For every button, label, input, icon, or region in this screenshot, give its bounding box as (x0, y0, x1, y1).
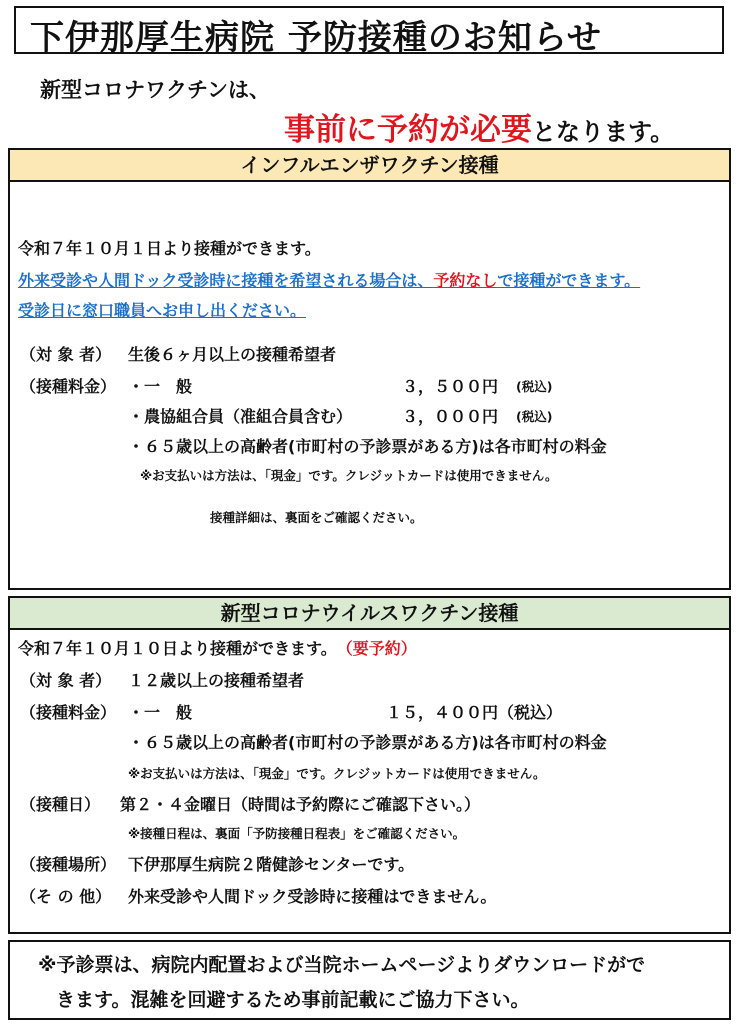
covid-fee-label: （接種料金） (20, 703, 117, 722)
covid-date-value: 第２・４金曜日（時間は予約際にご確認下さい。） (120, 795, 481, 814)
footer-line2: きます。混雑を回避するため事前記載にご協力下さい。 (56, 989, 530, 1011)
covid-reservation: （要予約） (344, 639, 417, 658)
intro-line1: 新型コロナワクチンは、 (40, 78, 270, 102)
covid-place-label: （接種場所） (20, 855, 117, 874)
covid-start-line (18, 636, 417, 659)
intro-line2 (284, 104, 674, 149)
flu-fee-label: （接種料金） (20, 377, 117, 396)
intro-emphasis: 事前に予約が必要 (284, 112, 532, 148)
flu-target-value: 生後６ヶ月以上の接種希望者 (128, 345, 337, 364)
page-title: 下伊那厚生病院 予防接種のお知らせ (30, 18, 602, 58)
flu-fee-general-price: ３，５００円 (402, 377, 499, 396)
covid-target-value: １２歳以上の接種希望者 (128, 671, 305, 690)
covid-target-label: （対 象 者） (20, 671, 112, 690)
covid-start: 令和７年１０月１０日より接種ができます。 (18, 639, 329, 658)
footer-line1: ※予診票は、病院内配置および当院ホームページよりダウンロードがで (38, 954, 646, 976)
title-box (14, 6, 724, 58)
flu-fee-general-label: ・一 般 (128, 377, 193, 396)
covid-heading: 新型コロナウイルスワクチン接種 (10, 598, 729, 630)
flu-target-label: （対 象 者） (20, 345, 112, 364)
covid-schedule-note: ※接種日程は、裏面「予防接種日程表」をご確認ください。 (128, 826, 466, 841)
flu-detail-note: 接種詳細は、裏面をご確認ください。 (210, 510, 423, 525)
flu-fee-union-price: ３，０００円 (402, 407, 499, 426)
intro-line2-rest: となります。 (532, 118, 675, 146)
covid-place-value: 下伊那厚生病院２階健診センターです。 (128, 855, 415, 874)
covid-fee-general-price: １５，４００円（税込） (386, 703, 563, 722)
covid-fee-general-label: ・一 般 (128, 703, 193, 722)
covid-payment-note: ※お支払いは方法は、「現金」です。クレジットカードは使用できません。 (128, 766, 546, 781)
flu-start: 令和７年１０月１日より接種ができます。 (18, 239, 321, 258)
flu-fee-union-label: ・農協組合員（准組合員含む） (128, 407, 353, 426)
covid-other-label: （そ の 他） (20, 887, 112, 906)
flu-fee-tax1: (税込) (516, 379, 553, 394)
flu-notice-part1: 外来受診や人間ドック受診時に接種を希望される場合は、 (18, 271, 434, 290)
flu-heading: インフルエンザワクチン接種 (10, 150, 729, 182)
flu-notice-red: 予約なし (433, 271, 498, 290)
covid-fee-elderly: ・６５歳以上の高齢者(市町村の予診票がある方)は各市町村の料金 (128, 733, 607, 752)
flu-notice-line2: 受診日に窓口職員へお申し出ください。 (18, 301, 307, 320)
covid-date-label: （接種日） (20, 795, 101, 814)
covid-other-value: 外来受診や人間ドック受診時に接種はできません。 (128, 887, 497, 906)
flu-fee-elderly: ・６５歳以上の高齢者(市町村の予診票がある方)は各市町村の料金 (128, 437, 607, 456)
flu-payment-note: ※お支払いは方法は、「現金」です。クレジットカードは使用できません。 (140, 468, 558, 483)
flu-notice-part2: で接種ができます。 (497, 271, 641, 290)
flu-fee-tax2: (税込) (516, 409, 553, 424)
flu-notice (18, 268, 640, 291)
